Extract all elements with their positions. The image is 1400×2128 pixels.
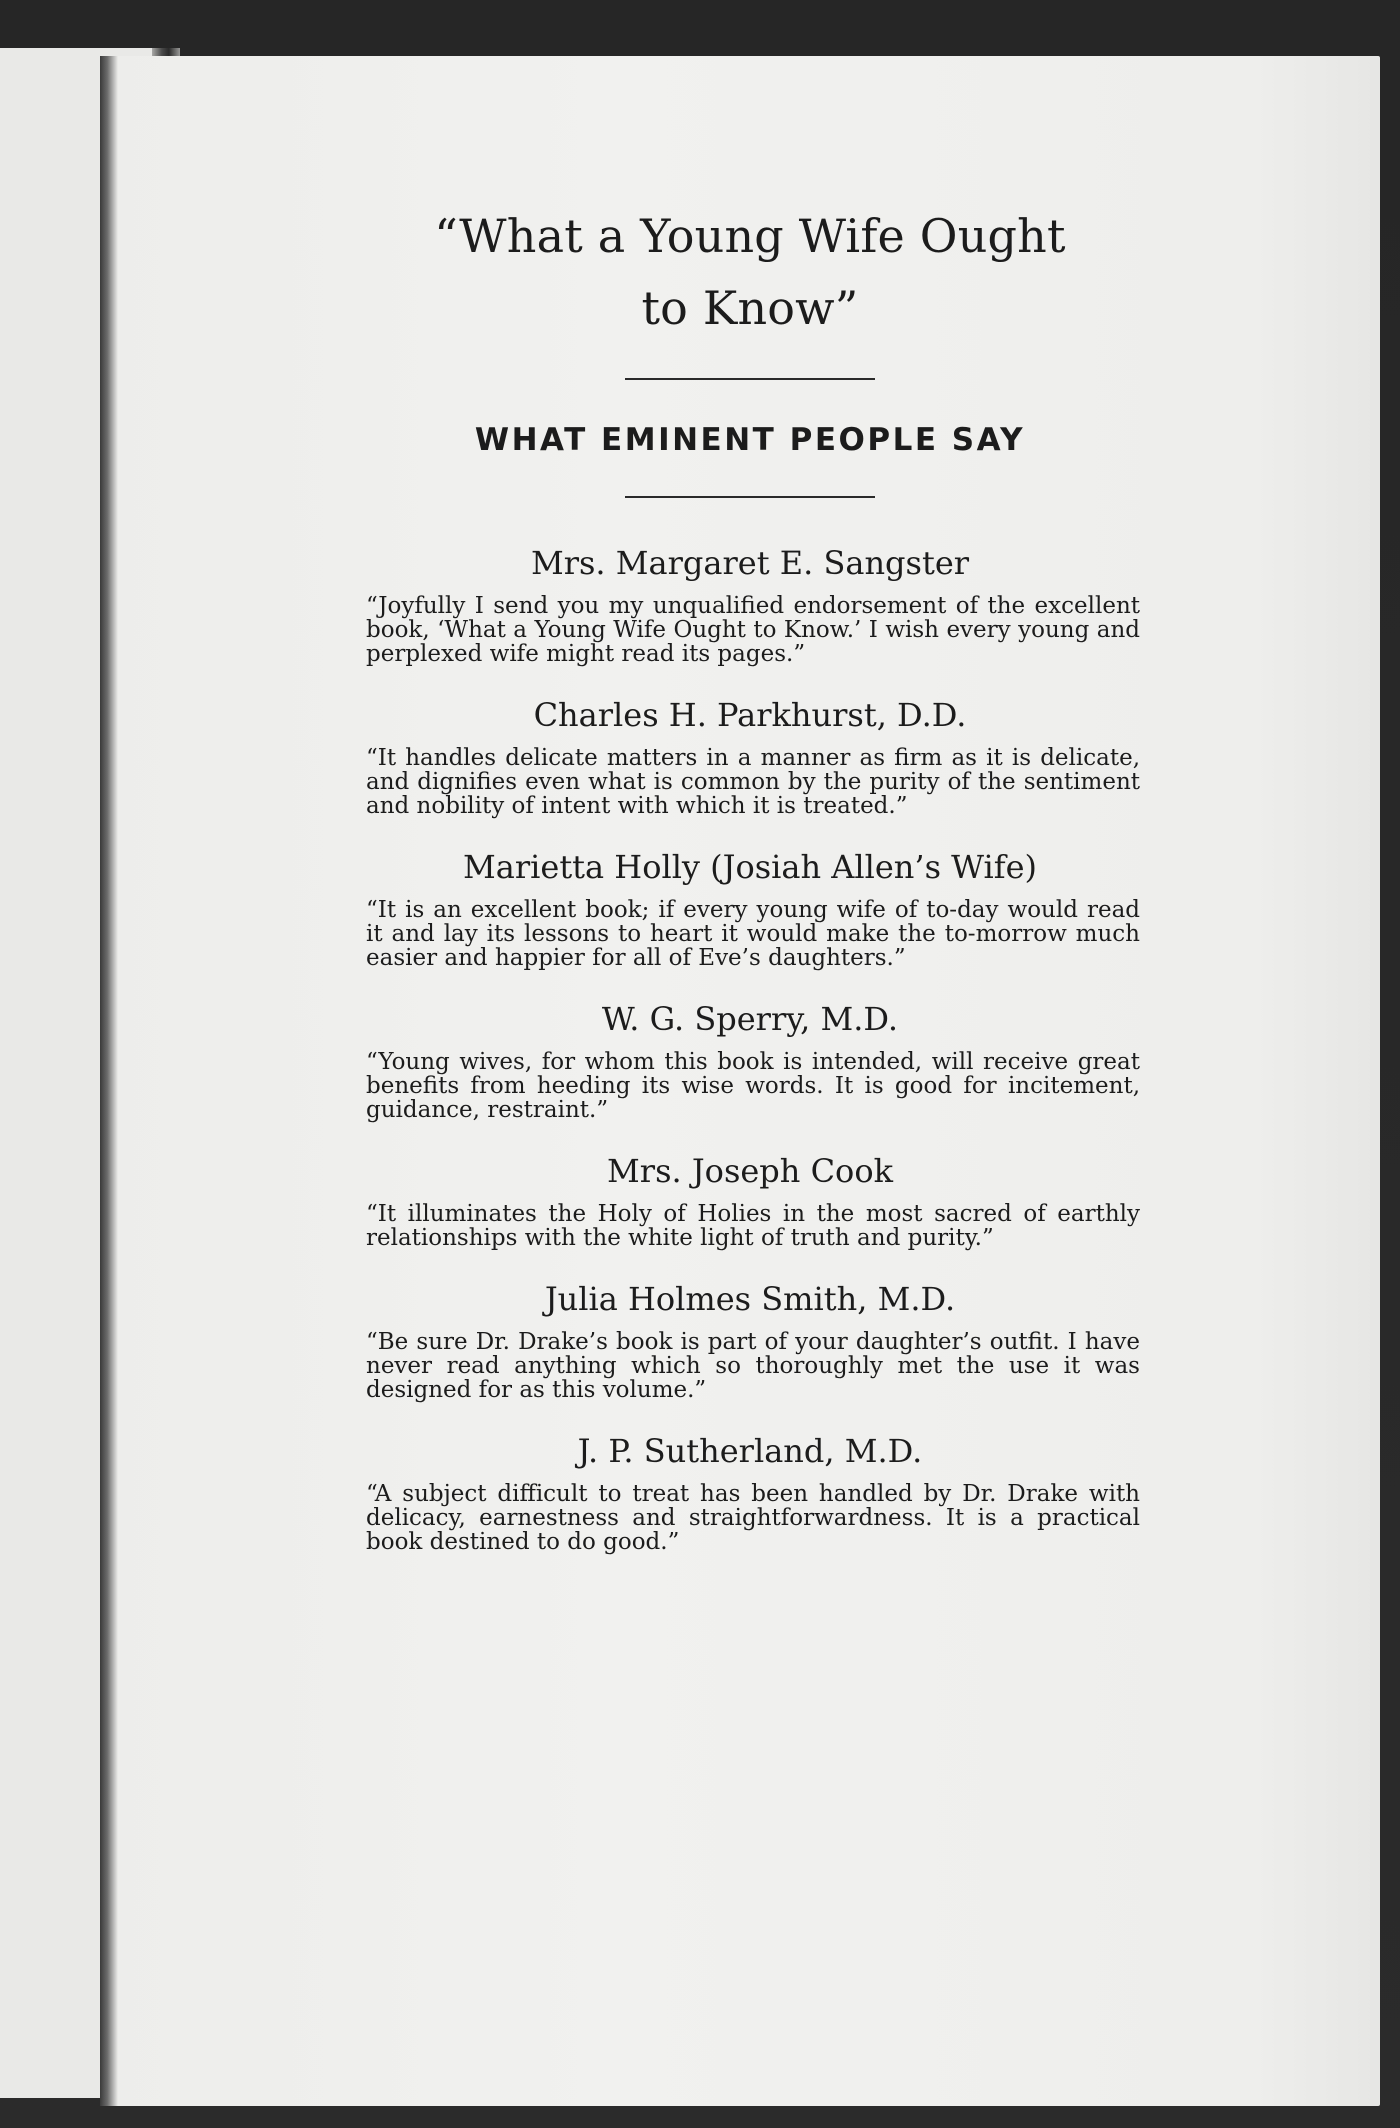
- testimonial-quote: “Be sure Dr. Drake’s book is part of your daughter’s outfit. I have never read anything which so thoroughly met the use it was designed for as this volume.”: [366, 1329, 1140, 1403]
- testimonial-quote: “It illuminates the Holy of Holies in the most sacred of earthly relationships with the white light of truth and purity.”: [366, 1201, 1140, 1251]
- page-content: [360, 200, 1140, 1584]
- testimonial: [360, 1280, 1140, 1402]
- testimonials-list: [360, 544, 1140, 1554]
- testimonial-speaker: Julia Holmes Smith, M.D.: [544, 1280, 956, 1318]
- testimonial-quote: “A subject difficult to treat has been handled by Dr. Drake with delicacy, earnestness and straightforwardness. It is a practical book destined to do good.”: [366, 1481, 1140, 1555]
- testimonial: [360, 544, 1140, 666]
- testimonial-quote: “It handles delicate matters in a manner as firm as it is delicate, and dignifies even what is common by the purity of the sentiment and nobility of intent with which it is treated.”: [366, 745, 1140, 819]
- title-line-2: to Know”: [641, 281, 859, 335]
- divider-rule: [625, 496, 875, 498]
- testimonial-quote: “Young wives, for whom this book is intended, will receive great benefits from heeding its wise words. It is good for incitement, guidance, restraint.”: [366, 1049, 1140, 1123]
- testimonial-quote: “It is an excellent book; if every young wife of to-day would read it and lay its lessons to heart it would make the to-morrow much easier and happier for all of Eve’s daughters.”: [366, 897, 1140, 971]
- testimonial: [360, 1152, 1140, 1250]
- page-gutter-shadow: [100, 56, 118, 2106]
- title-line-1: “What a Young Wife Ought: [434, 209, 1066, 263]
- testimonial: [360, 1432, 1140, 1554]
- testimonial-quote: “Joyfully I send you my unqualified endorsement of the excellent book, ‘What a Young Wife Ought to Know.’ I wish every young and perplexed wife might read its pages.”: [366, 593, 1140, 667]
- page-title: [360, 200, 1140, 344]
- testimonial-speaker: Mrs. Joseph Cook: [607, 1152, 893, 1190]
- section-heading: WHAT EMINENT PEOPLE SAY: [474, 422, 1026, 458]
- testimonial: [360, 1000, 1140, 1122]
- testimonial: [360, 848, 1140, 970]
- testimonial-speaker: W. G. Sperry, M.D.: [601, 1000, 899, 1038]
- divider-rule: [625, 378, 875, 380]
- testimonial-speaker: Marietta Holly (Josiah Allen’s Wife): [463, 848, 1037, 886]
- testimonial-speaker: J. P. Sutherland, M.D.: [577, 1432, 923, 1470]
- testimonial-speaker: Charles H. Parkhurst, D.D.: [533, 696, 967, 734]
- testimonial: [360, 696, 1140, 818]
- testimonial-speaker: Mrs. Margaret E. Sangster: [530, 544, 970, 582]
